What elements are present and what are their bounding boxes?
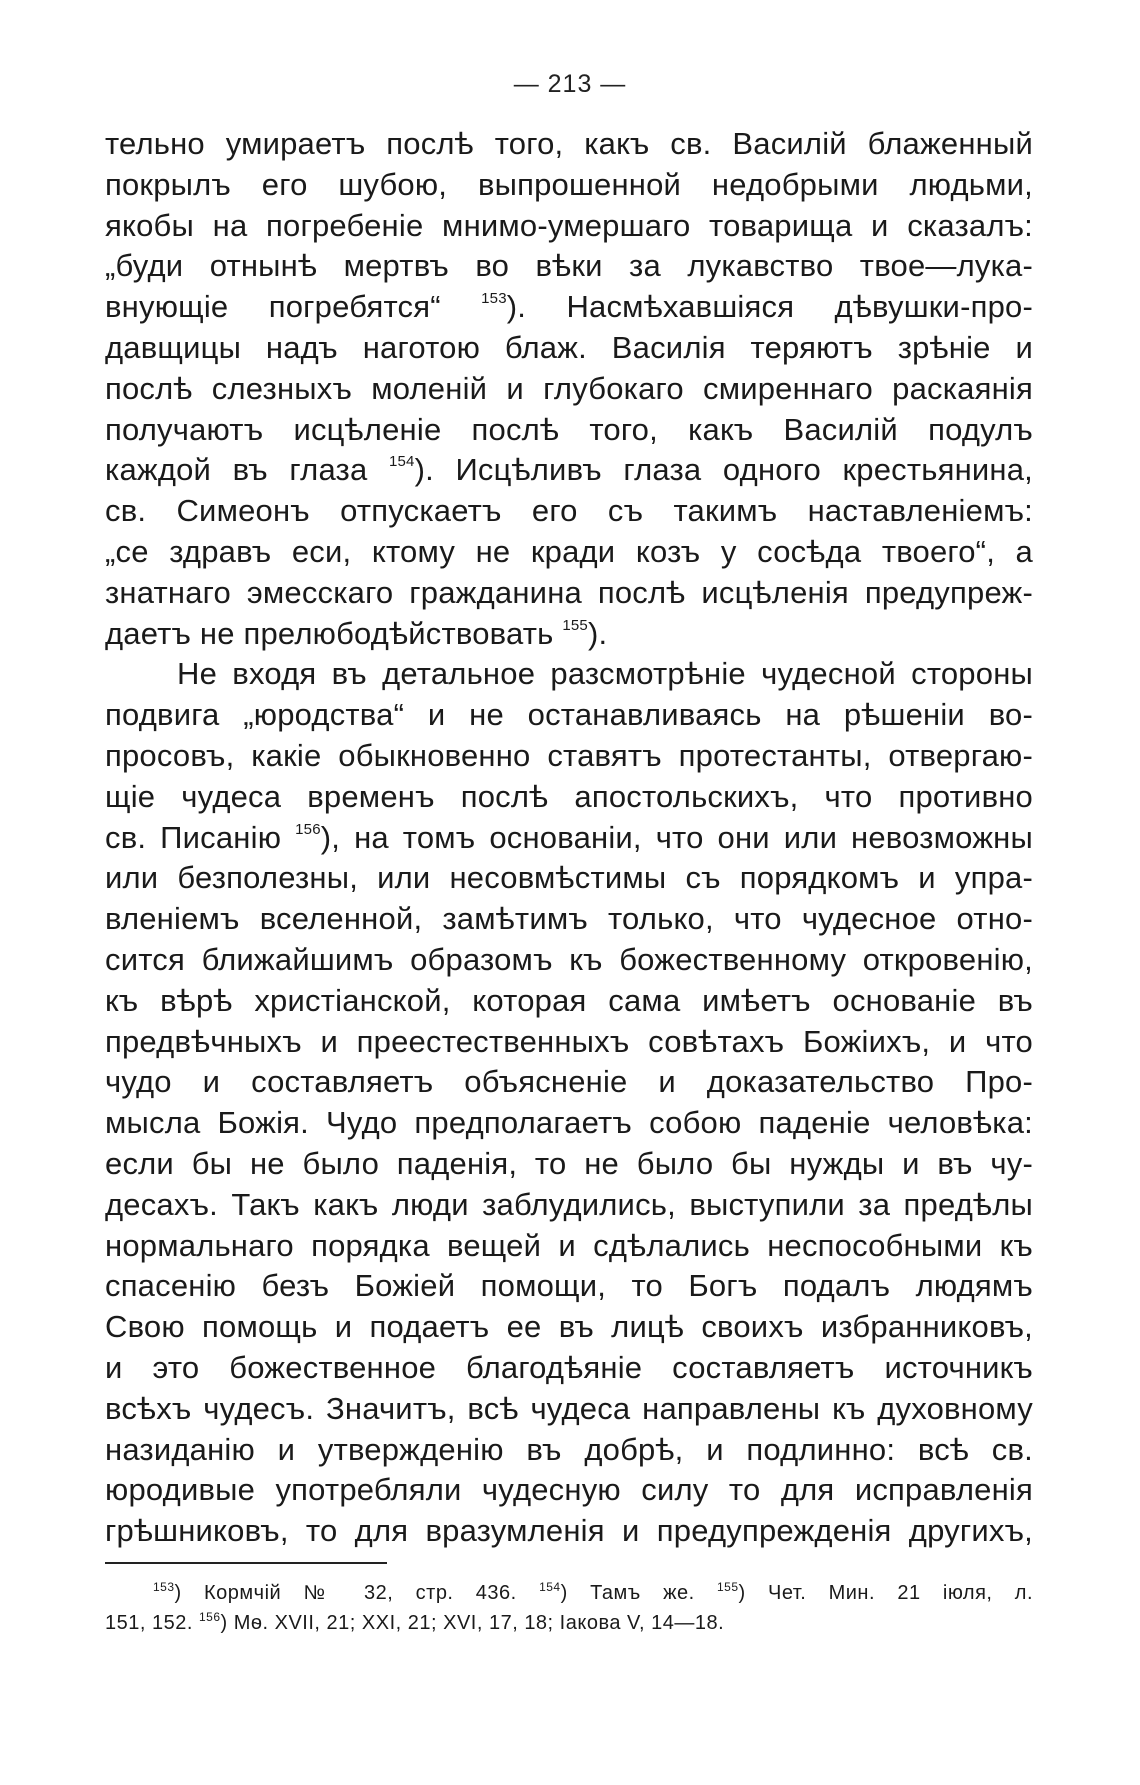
text-line: тельно умираетъ послѣ того, какъ св. Василій блаженный	[105, 126, 1033, 161]
text-line: получаютъ исцѣленіе послѣ того, какъ Василій подулъ	[105, 411, 1033, 447]
page-number: — 213 —	[513, 70, 627, 98]
footnote-divider	[105, 1562, 387, 1564]
text-fragment: ). Исцѣливъ глаза одного крестьянина,	[414, 452, 1033, 488]
text-line: знатнаго эмесскаго гражданина послѣ исцѣленія предупреж-	[105, 574, 1033, 610]
text-line: св. Симеонъ отпускаетъ его съ такимъ наставленіемъ:	[105, 493, 1033, 529]
text-line: послѣ слезныхъ моленій и глубокаго смиреннаго раскаянія	[105, 370, 1033, 406]
footnote-156: ) Мѳ. XVII, 21; XXI, 21; XVI, 17, 18; Іакова V, 14—18.	[220, 1612, 725, 1634]
text-fragment: ).	[587, 615, 608, 651]
text-line: и это божественное благодѣяніе составляетъ источникъ	[105, 1349, 1033, 1385]
footnote-155-continued: 151, 152.	[105, 1612, 193, 1634]
text-line: мысла Божія. Чудо предполагаетъ собою паденіе человѣка:	[105, 1105, 1033, 1141]
text-fragment: каждой въ глаза	[105, 452, 368, 488]
footnote-155: ) Чет. Мин. 21 іюля, л.	[738, 1582, 1034, 1604]
text-line: или безполезны, или несовмѣстимы съ порядкомъ и упра-	[105, 860, 1033, 896]
footnote-line	[105, 1578, 1033, 1608]
text-line: всѣхъ чудесъ. Значитъ, всѣ чудеса направлены къ духовному	[105, 1390, 1033, 1426]
text-line: „се здравъ еси, ктому не кради козъ у сосѣда твоего“, а	[105, 533, 1033, 569]
text-line: Свою помощь и подаетъ ее въ лицѣ своихъ избранниковъ,	[105, 1309, 1033, 1345]
text-line: чудо и составляетъ объясненіе и доказательство Про-	[105, 1064, 1033, 1100]
footnote-number-153: 153	[153, 1580, 175, 1594]
text-fragment: даетъ не прелюбодѣйствовать	[105, 615, 554, 651]
text-line: юродивые употребляли чудесную силу то для исправленія	[105, 1472, 1033, 1508]
footnote-ref-155: 155	[562, 616, 588, 634]
text-line: назиданію и утвержденію въ добрѣ, и подлинно: всѣ св.	[105, 1431, 1033, 1467]
text-line	[105, 287, 1033, 328]
text-fragment: ), на томъ основаніи, что они или невозможны	[320, 819, 1033, 855]
text-line: „буди отнынѣ мертвъ во вѣки за лукавство твое—лука-	[105, 248, 1033, 284]
text-line: къ вѣрѣ христіанской, которая сама имѣетъ основаніе въ	[105, 982, 1033, 1018]
text-line: грѣшниковъ, то для вразумленія и предупрежденія другихъ,	[105, 1513, 1033, 1549]
text-line: спасенію безъ Божіей помощи, то Богъ подалъ людямъ	[105, 1268, 1033, 1304]
text-line: просовъ, какіе обыкновенно ставятъ протестанты, отвергаю-	[105, 737, 1033, 773]
text-line	[105, 450, 1033, 491]
footnote-number-156: 156	[198, 1610, 221, 1624]
text-fragment: ). Насмѣхавшіяся дѣвушки-про-	[506, 289, 1033, 325]
text-line: давщицы надъ наготою блаж. Василія теряютъ зрѣніе и	[105, 329, 1033, 365]
text-line: подвига „юродства“ и не останавливаясь на рѣшеніи во-	[105, 697, 1033, 733]
text-line: вленіемъ вселенной, замѣтимъ только, что чудесное отно-	[105, 901, 1033, 937]
text-line: якобы на погребеніе мнимо-умершаго товарища и сказалъ:	[105, 207, 1033, 243]
footnote-153: ) Кормчій № 32, стр. 436.	[174, 1582, 517, 1604]
footnotes	[105, 1578, 1033, 1638]
text-line: если бы не было паденія, то не было бы нужды и въ чу-	[105, 1145, 1033, 1181]
text-line: нормальнаго порядка вещей и сдѣлались неспособными къ	[105, 1227, 1033, 1263]
footnote-ref-153: 153	[481, 290, 507, 308]
footnote-154: ) Тамъ же.	[560, 1582, 695, 1604]
body-text	[105, 124, 1033, 1552]
text-fragment: внующіе погребятся“	[105, 289, 441, 325]
text-line: щіе чудеса временъ послѣ апостольскихъ, что противно	[105, 778, 1033, 814]
footnote-line	[105, 1608, 1033, 1638]
text-line: предвѣчныхъ и преестественныхъ совѣтахъ Божіихъ, и что	[105, 1023, 1033, 1059]
text-fragment: св. Писанію	[105, 819, 282, 855]
text-line: сится ближайшимъ образомъ къ божественному откровенію,	[105, 941, 1033, 977]
text-line: покрылъ его шубою, выпрошенной недобрыми людьми,	[105, 166, 1033, 202]
text-line: десахъ. Такъ какъ люди заблудились, выступили за предѣлы	[105, 1186, 1033, 1222]
footnote-ref-156: 156	[295, 820, 321, 838]
text-line	[105, 818, 1033, 859]
footnote-number-154: 154	[539, 1580, 561, 1594]
footnote-ref-154: 154	[388, 453, 415, 471]
paragraph-first-line: Не входя въ детальное разсмотрѣніе чудесной стороны	[177, 656, 1033, 692]
text-line	[105, 614, 1033, 655]
footnote-number-155: 155	[716, 1580, 739, 1594]
